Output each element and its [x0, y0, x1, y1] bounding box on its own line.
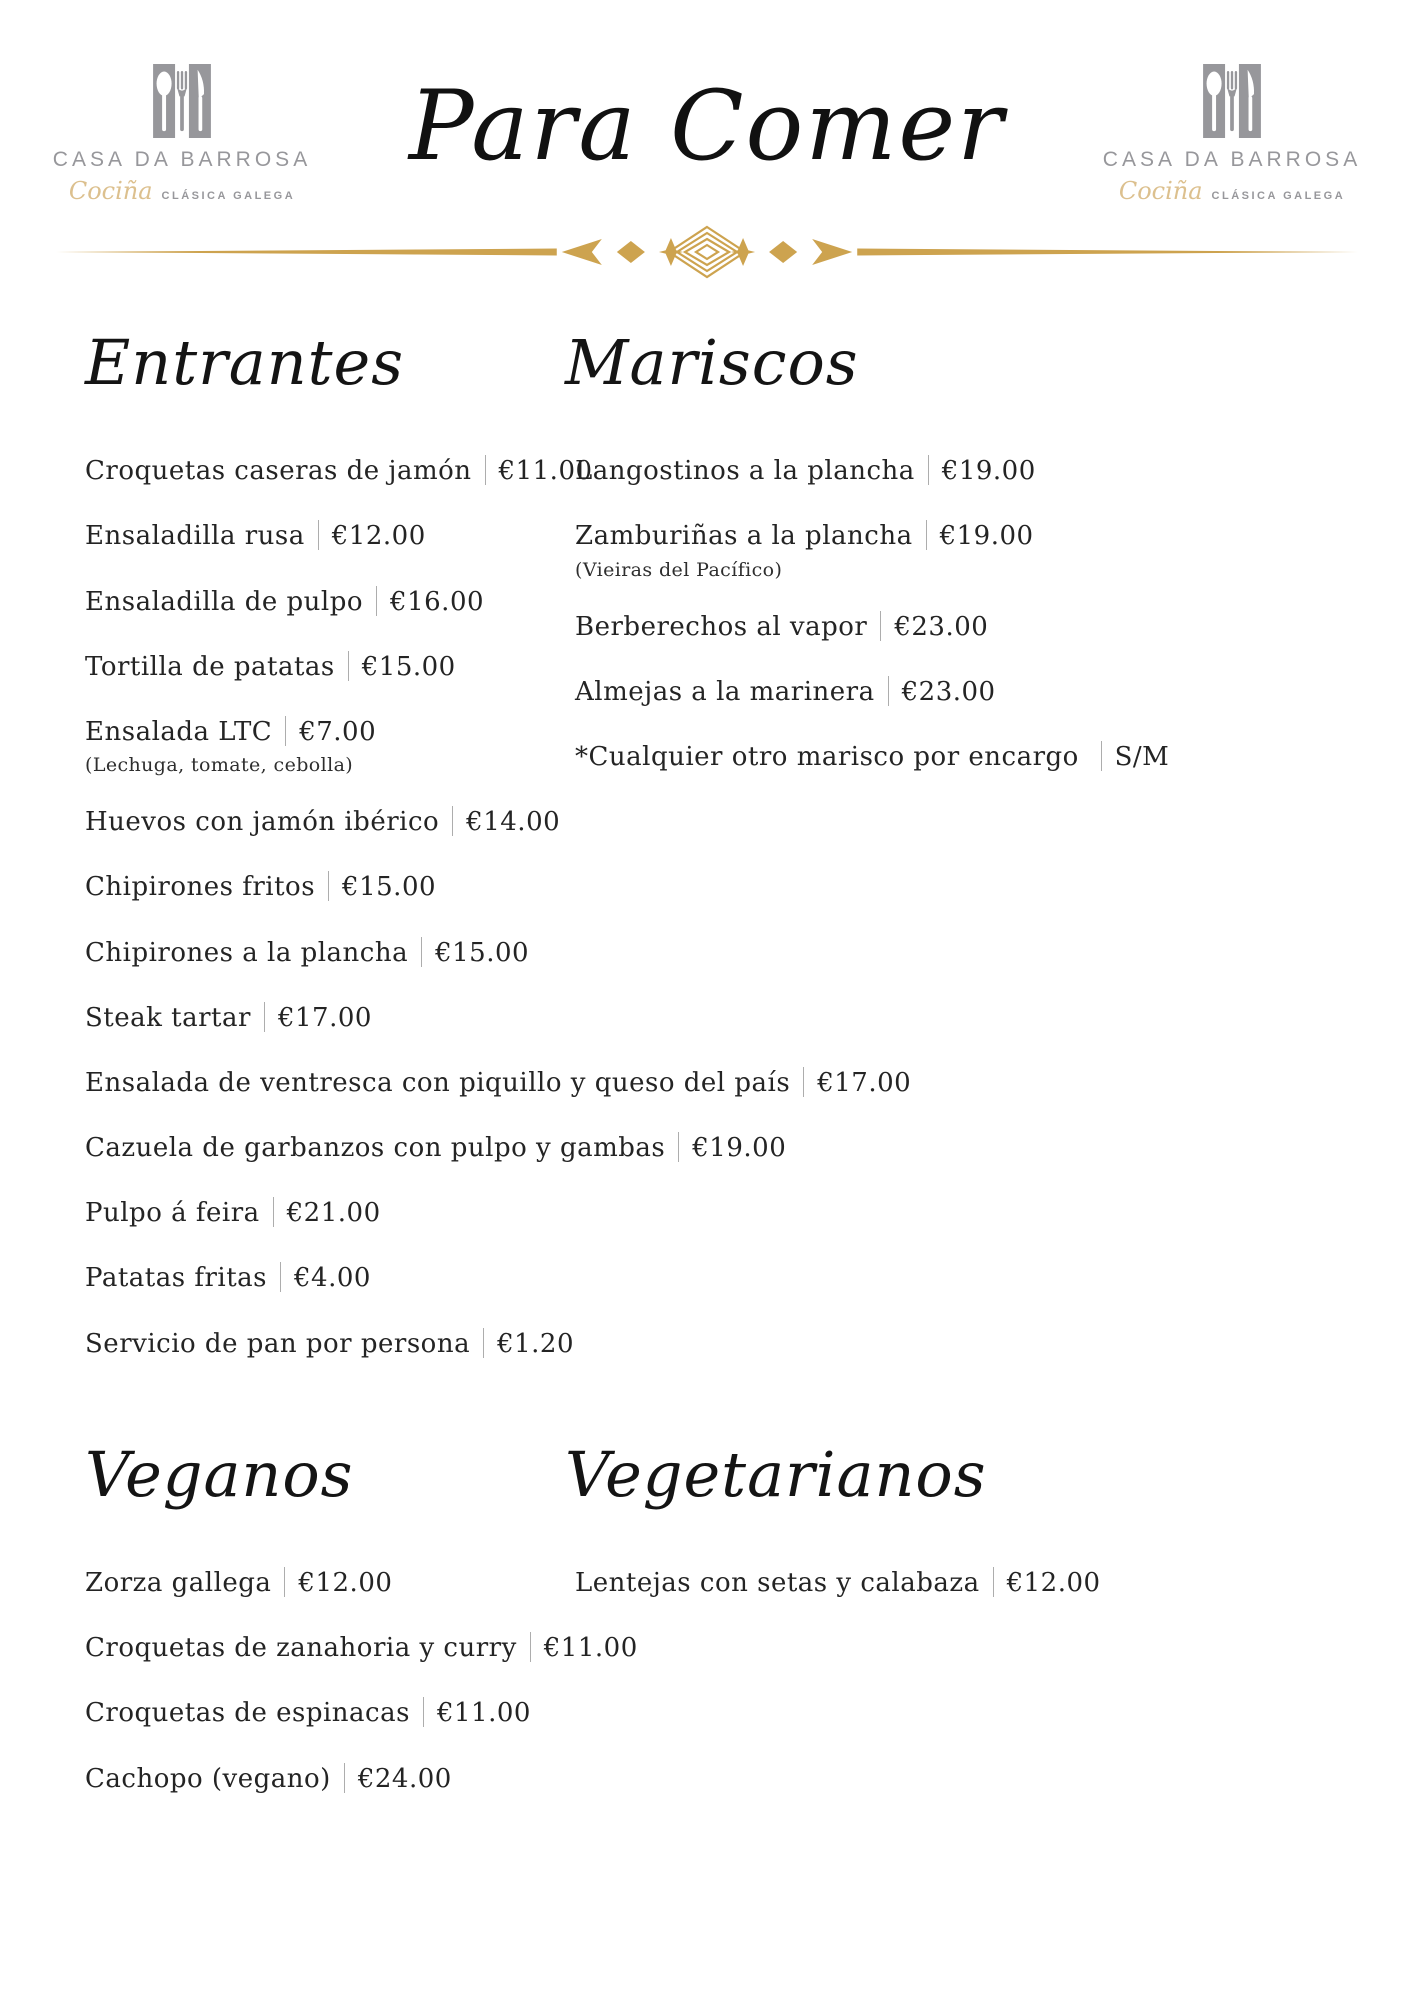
menu-item — [85, 1328, 575, 1360]
section-heading: Veganos — [85, 1437, 354, 1511]
item-name: Croquetas de espinacas — [85, 1698, 410, 1729]
menu — [0, 281, 1414, 1828]
item-price: €12.00 — [331, 521, 426, 552]
item-name: Langostinos a la plancha — [575, 456, 915, 487]
ornamental-divider — [0, 205, 1414, 279]
price-separator — [344, 1763, 345, 1793]
price-separator — [926, 520, 927, 550]
item-price: €14.00 — [466, 807, 561, 838]
price-separator — [485, 455, 486, 485]
item-price: S/M — [1114, 741, 1170, 772]
price-separator — [318, 520, 319, 550]
item-name: Huevos con jamón ibérico — [85, 807, 440, 838]
price-separator — [452, 806, 453, 836]
price-separator — [993, 1567, 994, 1597]
brand-name: CASA DA BARROSA — [52, 148, 312, 171]
menu-item — [85, 520, 575, 552]
section-mariscos — [565, 311, 1329, 1393]
cutlery-icon — [149, 64, 215, 138]
section-item-list — [575, 455, 1329, 773]
item-name: Lentejas con setas y calabaza — [575, 1568, 980, 1598]
brand-tagline-script: Cociña — [1118, 177, 1203, 205]
gold-divider-icon — [56, 225, 1358, 279]
menu-item — [85, 1697, 575, 1729]
brand-tagline-caps: CLÁSICA GALEGA — [161, 190, 296, 202]
item-note: (Lechuga, tomate, cebolla) — [85, 754, 354, 777]
item-name: Patatas fritas — [85, 1263, 267, 1294]
item-name: Zamburiñas a la plancha — [575, 521, 913, 552]
item-price: €16.00 — [390, 586, 485, 617]
section-heading: Mariscos — [565, 326, 859, 399]
price-separator — [348, 651, 349, 681]
brand-tagline-caps: CLÁSICA GALEGA — [1211, 190, 1346, 202]
menu-item — [85, 1002, 575, 1034]
header — [0, 0, 1414, 205]
brand-tagline — [69, 177, 295, 205]
price-separator — [880, 611, 881, 641]
price-separator — [928, 455, 929, 485]
brand-tagline-script: Cociña — [68, 177, 153, 205]
item-name: Cazuela de garbanzos con pulpo y gambas — [85, 1133, 666, 1164]
item-name: Cachopo (vegano) — [85, 1763, 331, 1794]
item-name: Chipirones fritos — [85, 872, 316, 903]
item-price: €15.00 — [342, 872, 437, 903]
price-separator — [264, 1002, 265, 1032]
item-price: €11.00 — [436, 1698, 531, 1729]
menu-item — [85, 1632, 638, 1664]
menu-item — [85, 1197, 575, 1229]
section-veganos — [85, 1423, 638, 1828]
item-price: €7.00 — [299, 716, 377, 747]
menu-item — [85, 1067, 912, 1099]
menu-item — [575, 520, 1329, 552]
item-name: Pulpo á feira — [85, 1198, 260, 1229]
item-name: Ensaladilla rusa — [85, 521, 305, 552]
item-name: *Cualquier otro marisco por encargo — [575, 741, 1088, 772]
menu-item — [85, 586, 575, 618]
menu-item — [85, 1262, 575, 1294]
item-price: €17.00 — [277, 1002, 372, 1033]
price-separator — [328, 871, 329, 901]
item-name: Ensaladilla de pulpo — [85, 586, 364, 617]
item-price: €15.00 — [435, 937, 530, 968]
price-separator — [285, 716, 286, 746]
menu-item — [85, 455, 593, 487]
item-price: €21.00 — [286, 1198, 381, 1229]
item-name: Croquetas de zanahoria y curry — [85, 1633, 517, 1664]
brand-tagline — [1119, 177, 1345, 205]
price-separator — [280, 1262, 281, 1292]
item-price: €19.00 — [692, 1133, 787, 1164]
menu-item — [85, 1132, 787, 1164]
menu-item — [575, 611, 1329, 643]
menu-item — [85, 1567, 575, 1599]
menu-item — [85, 806, 575, 838]
section-heading: Entrantes — [85, 326, 405, 399]
price-separator — [888, 676, 889, 706]
menu-item — [85, 716, 575, 748]
item-price: €1.20 — [497, 1328, 575, 1359]
menu-item — [85, 871, 575, 903]
item-price: €19.00 — [939, 521, 1034, 552]
item-price: €12.00 — [298, 1568, 393, 1598]
item-price: €11.00 — [543, 1633, 638, 1664]
item-name: Tortilla de patatas — [85, 651, 335, 682]
section-item-list — [85, 1567, 638, 1795]
price-separator — [423, 1697, 424, 1727]
menu-item — [85, 1763, 575, 1795]
item-price: €19.00 — [941, 456, 1036, 487]
item-note: (Vieiras del Pacífico) — [575, 558, 783, 581]
price-separator — [483, 1328, 484, 1358]
item-name: Almejas a la marinera — [575, 676, 875, 707]
item-price: €24.00 — [357, 1763, 452, 1794]
item-name: Ensalada de ventresca con piquillo y queso del país — [85, 1067, 791, 1098]
section-heading: Vegetarianos — [565, 1437, 987, 1511]
page-title: Para Comer — [408, 70, 1006, 182]
price-separator — [376, 586, 377, 616]
menu-item — [575, 676, 1329, 708]
menu-item — [575, 741, 1329, 773]
cutlery-icon — [1199, 64, 1265, 138]
menu-item — [575, 455, 1329, 487]
menu-item — [575, 1567, 1329, 1599]
item-name: Croquetas caseras de jamón — [85, 456, 472, 487]
item-name: Chipirones a la plancha — [85, 937, 409, 968]
price-separator — [284, 1567, 285, 1597]
item-price: €23.00 — [894, 611, 989, 642]
brand-logo-right — [1102, 64, 1362, 205]
section-vegetarianos — [565, 1423, 1329, 1828]
item-name: Zorza gallega — [85, 1568, 272, 1598]
item-price: €12.00 — [1006, 1568, 1101, 1598]
item-name: Berberechos al vapor — [575, 611, 868, 642]
item-price: €17.00 — [817, 1067, 912, 1098]
price-separator — [421, 937, 422, 967]
item-name: Servicio de pan por persona — [85, 1328, 471, 1359]
item-price: €4.00 — [294, 1263, 371, 1294]
item-price: €11.00 — [498, 456, 593, 487]
item-price: €15.00 — [361, 651, 456, 682]
menu-item — [85, 937, 575, 969]
price-separator — [273, 1197, 274, 1227]
price-separator — [530, 1632, 531, 1662]
price-separator — [1101, 741, 1102, 771]
brand-logo-left — [52, 64, 312, 205]
brand-name: CASA DA BARROSA — [1102, 148, 1362, 171]
item-price: €23.00 — [901, 676, 996, 707]
menu-item — [85, 651, 575, 683]
item-name: Ensalada LTC — [85, 716, 273, 747]
item-name: Steak tartar — [85, 1002, 251, 1033]
section-item-list — [575, 1567, 1329, 1599]
